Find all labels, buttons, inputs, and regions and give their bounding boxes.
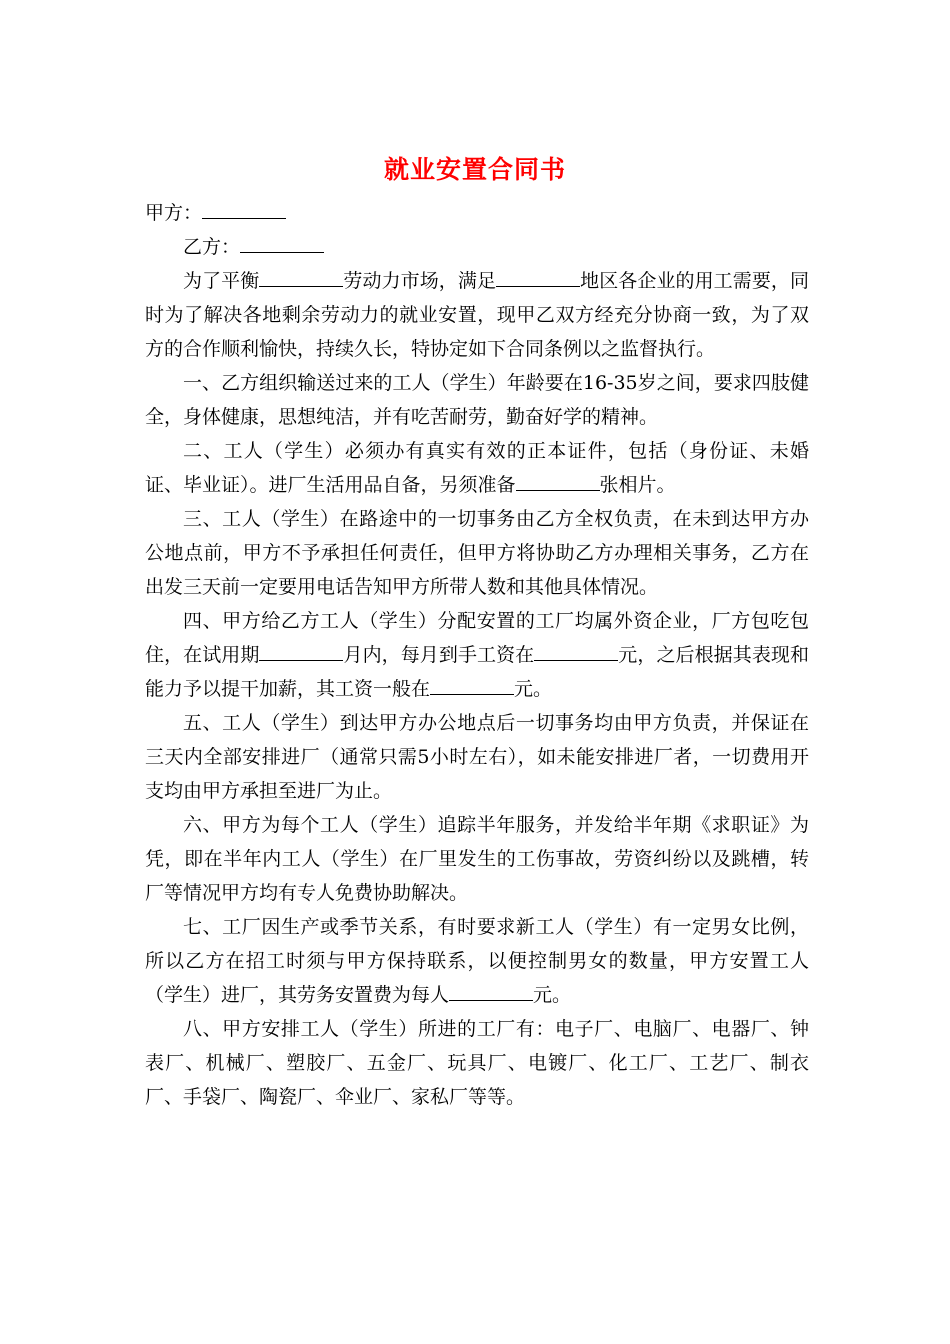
clause-7 — [145, 910, 809, 1012]
intro-paragraph — [145, 264, 809, 366]
clause-2 — [145, 434, 809, 502]
intro-text: 地区各企业的用工需要，同时为了解决各地剩余劳动力的就业安置，现甲乙双方经充分协商一致，为了双方的合作顺利愉快，持续久长，特协定如下合同条例以之监督执行。 — [145, 270, 809, 360]
clause-text: 四、甲方给乙方工人（学生）分配安置的工厂均属外资企业，厂方包吃包住，在试用期 — [145, 610, 809, 666]
blank-line — [516, 468, 600, 491]
blank-line — [534, 638, 618, 661]
blank-line — [202, 196, 286, 219]
clause-8: 八、甲方安排工人（学生）所进的工厂有：电子厂、电脑厂、电器厂、钟表厂、机械厂、塑胶厂、五金厂、玩具厂、电镀厂、化工厂、工艺厂、制衣厂、手袋厂、陶瓷厂、伞业厂、家私厂等等。 — [145, 1018, 809, 1108]
party-a-label: 甲方： — [145, 202, 203, 224]
clause-text: 元。 — [533, 984, 572, 1006]
party-b-line — [145, 230, 809, 264]
blank-line — [259, 264, 343, 287]
party-b-label: 乙方： — [183, 236, 241, 258]
intro-text: 劳动力市场，满足 — [343, 270, 497, 292]
blank-line — [240, 230, 324, 253]
clause-3: 三、工人（学生）在路途中的一切事务由乙方全权负责，在未到达甲方办公地点前，甲方不予承担任何责任，但甲方将协助乙方办理相关事务，乙方在出发三天前一定要用电话告知甲方所带人数和其他具体情况。 — [145, 508, 809, 598]
clause-text: 元，之后根据其表现和能力予以提干加薪，其工资一般在 — [145, 644, 809, 700]
party-a-line — [145, 196, 809, 230]
clause-5: 五、工人（学生）到达甲方办公地点后一切事务均由甲方负责，并保证在三天内全部安排进厂（通常只需5小时左右），如未能安排进厂者，一切费用开支均由甲方承担至进厂为止。 — [145, 712, 809, 802]
document-body — [145, 196, 809, 1114]
blank-line — [259, 638, 343, 661]
clause-4 — [145, 604, 809, 706]
intro-text: 为了平衡 — [183, 270, 260, 292]
blank-line — [430, 672, 514, 695]
blank-line — [449, 978, 533, 1001]
blank-line — [496, 264, 580, 287]
clause-text: 二、工人（学生）必须办有真实有效的正本证件，包括（身份证、未婚证、毕业证）。进厂生活用品自备，另须准备 — [145, 440, 809, 496]
clause-text: 月内，每月到手工资在 — [343, 644, 535, 666]
document-title: 就业安置合同书 — [383, 155, 566, 184]
clause-text: 七、工厂因生产或季节关系，有时要求新工人（学生）有一定男女比例，所以乙方在招工时须与甲方保持联系，以便控制男女的数量，甲方安置工人（学生）进厂，其劳务安置费为每人 — [145, 916, 809, 1006]
clause-6: 六、甲方为每个工人（学生）追踪半年服务，并发给半年期《求职证》为凭，即在半年内工人（学生）在厂里发生的工伤事故，劳资纠纷以及跳槽，转厂等情况甲方均有专人免费协助解决。 — [145, 814, 809, 904]
clause-1: 一、乙方组织输送过来的工人（学生）年龄要在16-35岁之间，要求四肢健全，身体健康，思想纯洁，并有吃苦耐劳，勤奋好学的精神。 — [145, 372, 809, 428]
clause-text: 元。 — [514, 678, 553, 700]
clause-text: 张相片。 — [599, 474, 676, 496]
